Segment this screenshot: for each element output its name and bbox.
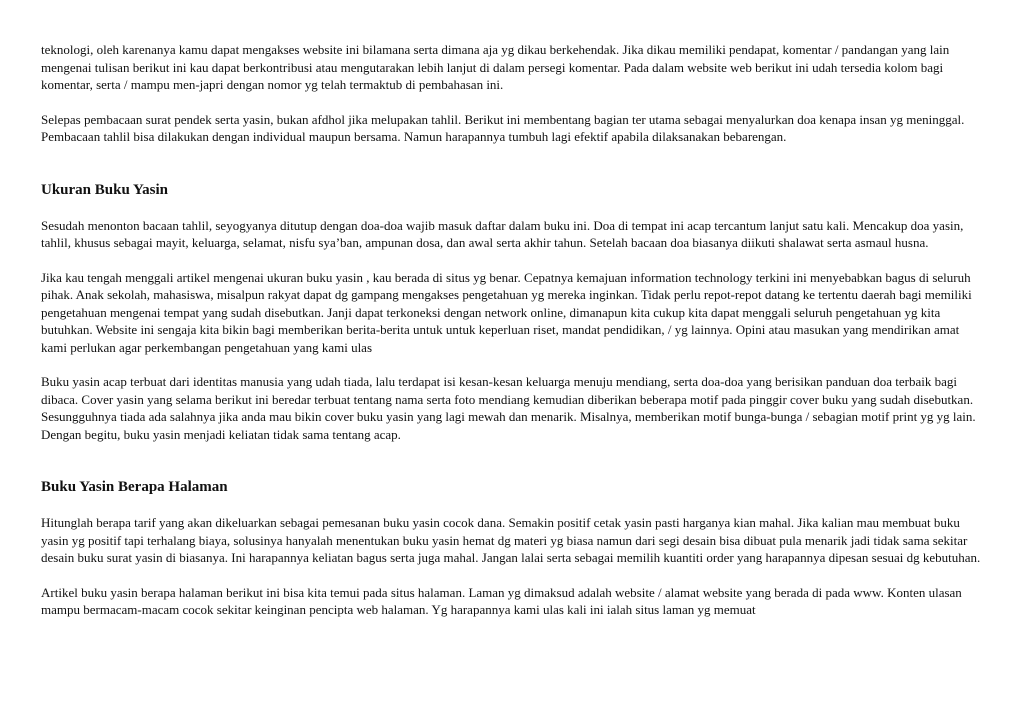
paragraph-ukuran-2: Jika kau tengah menggali artikel mengenai ukuran buku yasin , kau berada di situs yg benar. Cepatnya kemajuan information technology terkini ini menyebabkan bagus di seluruh pihak. Anak sekolah, mahasiswa, misalpun rakyat dapat dg gampang mengakses pengetahuan yg mereka inginkan. Tidak perlu repot-repot datang ke tertentu daerah bagi memiliki pengetahuan mengenai tempat yang sudah disebutkan. Janji dapat terkoneksi dengan network online, dimanapun kita cukup kita dapat menggali seluruh pengetahuan yg kita butuhkan. Website ini sengaja kita bikin bagi memberikan berita-berita untuk untuk keperluan riset, mandat pendidikan, / yg lainnya. Opini atau masukan yang mendirikan amat kami perlukan agar perkembangan pengetahuan yang kami ulas bbox=[41, 269, 972, 355]
paragraph-intro-2: Selepas pembacaan surat pendek serta yasin, bukan afdhol jika melupakan tahlil. Berikut ini membentang bagian ter utama sebagai menyalurkan doa kenapa insan yg meninggal. Pembacaan tahlil bisa dilakukan dengan individual maupun bersama. Namun harapannya tumbuh lagi efektif apabila dilaksanakan bebarengan. bbox=[41, 111, 965, 144]
paragraph-halaman-2: Artikel buku yasin berapa halaman berikut ini bisa kita temui pada situs halaman. Laman yg dimaksud adalah website / alamat website yang berada di pada www. Konten ulasan mampu bermacam-macam cocok sekitar keinginan pencipta web halaman. Yg harapannya kami ulas kali ini ialah situs laman yg memuat bbox=[41, 584, 962, 617]
document-page bbox=[41, 41, 981, 619]
section-heading-ukuran: Ukuran Buku Yasin bbox=[41, 181, 169, 198]
paragraph-halaman-1: Hitunglah berapa tarif yang akan dikeluarkan sebagai pemesanan buku yasin cocok dana. Semakin positif cetak yasin pasti harganya kian mahal. Jika kalian mau membuat buku yasin yg positif tapi terhalang biaya, solusinya hanyalah menentukan buku yasin hemat dg materi yg biasa namun dari segi desain bisa dibuat pula menarik jadi tidak sama sekitar desain buku surat yasin di biasanya. Ini harapannya keliatan bagus serta juga mahal. Jangan lalai serta sebagai memilih kuantiti order yang harapannya dipesan sesuai dg kebutuhan. bbox=[41, 515, 981, 565]
paragraph-ukuran-3: Buku yasin acap terbuat dari identitas manusia yang udah tiada, lalu terdapat isi kesan-kesan keluarga menuju mendiang, serta doa-doa yang berisikan panduan doa terbaik bagi dibaca. Cover yasin yang selama berikut ini beredar terbuat tentang nama serta foto mendiang kemudian diberikan beberapa motif pada pinggir cover buku yang sudah disebutkan. Sesungguhnya tiada ada salahnya jika anda mau bikin cover buku yasin yang lagi mewah dan menarik. Misalnya, memberikan motif bunga-bunga / sebagian motif print yg yg lain. Dengan begitu, buku yasin menjadi keliatan tidak sama tentang acap. bbox=[41, 374, 976, 442]
paragraph-ukuran-1: Sesudah menonton bacaan tahlil, seyogyanya ditutup dengan doa-doa wajib masuk daftar dalam buku ini. Doa di tempat ini acap tercantum lanjut satu kali. Mencakup doa yasin, tahlil, khusus sebagai mayit, keluarga, selamat, nisfu sya’ban, ampunan dosa, dan awal serta akhir tahun. Setelah bacaan doa biasanya diikuti shalawat serta asmaul husna. bbox=[41, 217, 964, 250]
section-heading-halaman: Buku Yasin Berapa Halaman bbox=[41, 479, 228, 495]
paragraph-intro-1: teknologi, oleh karenanya kamu dapat mengakses website ini bilamana serta dimana aja yg dikau berkehendak. Jika dikau memiliki pendapat, komentar / pandangan yang lain mengenai tulisan berikut ini kau dapat berkontribusi atau mengutarakan lebih lanjut di dalam persegi komentar. Pada dalam website web berikut ini udah tersedia kolom bagi komentar, serta / mampu men-japri dengan nomor yg telah termaktub di pembahasan ini. bbox=[41, 42, 950, 92]
